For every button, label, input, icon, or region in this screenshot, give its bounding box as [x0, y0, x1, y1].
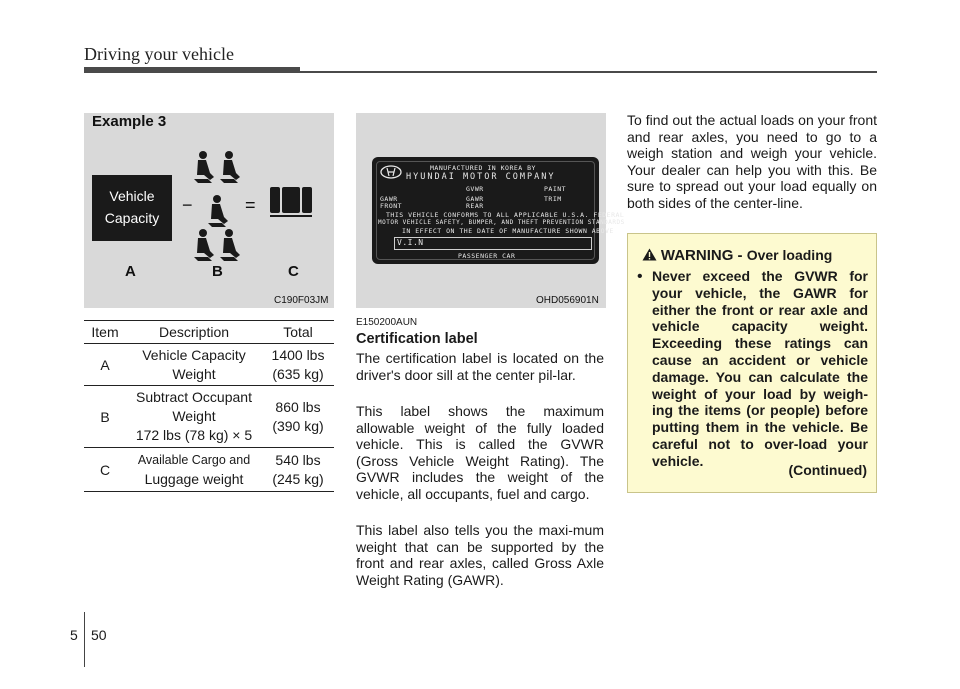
- total-line: (245 kg): [272, 470, 324, 487]
- table-row: [84, 386, 334, 448]
- table-row: [84, 448, 334, 492]
- seat-occupant-icon: [192, 227, 244, 263]
- warning-text: Never exceed the GVWR for your vehicle, the GAWR for either the front or rear axle and vehicle capacity weight. Exceeding these ratings can cause an accident or vehicle damage. You can calculate the weight of your load by weigh-ing the items (or people) before putting them in the vehicle. Be careful not to over-load your vehicle.: [652, 268, 868, 469]
- section-code: E150200AUN: [356, 317, 418, 328]
- cell-item: A: [84, 344, 126, 386]
- label-b: B: [212, 263, 223, 280]
- total-line: 540 lbs: [275, 451, 321, 468]
- warning-bullet: •: [637, 268, 643, 285]
- warning-heading: [642, 247, 832, 264]
- plate-manufactured: MANUFACTURED IN KOREA BY: [430, 164, 536, 172]
- plate-rear: REAR: [466, 202, 484, 210]
- cell-description: [126, 344, 262, 386]
- paragraph: This label also tells you the maxi-mum weight that can be supported by the front and rear axles, called Gross Axle Weight Rating (GAWR).: [356, 522, 604, 588]
- cell-description: [126, 386, 262, 448]
- figure-code: C190F03JM: [274, 295, 329, 306]
- header-rule-thin: [300, 71, 877, 73]
- desc-line: Luggage weight: [144, 470, 244, 487]
- capacity-table: [84, 320, 334, 492]
- total-line: (390 kg): [272, 417, 324, 434]
- table-header-row: [84, 321, 334, 344]
- paragraph: To find out the actual loads on your front and rear axles, you need to go to a weigh station and weigh your vehicle. Your dealer can help you with this. Be sure to spread out your load equally on both sides of the center-line.: [627, 112, 877, 211]
- desc-line: Weight: [172, 365, 216, 382]
- figure-title: Example 3: [92, 113, 167, 130]
- col-header-total: Total: [262, 321, 334, 344]
- page-header-title: Driving your vehicle: [84, 44, 234, 64]
- cargo-icon: [268, 185, 314, 221]
- vehicle-capacity-label-2: Capacity: [104, 210, 160, 226]
- table-row: [84, 344, 334, 386]
- section-number: 5: [70, 627, 78, 643]
- example-figure: [84, 113, 334, 308]
- plate-vin: V.I.N: [397, 238, 424, 247]
- plate-gawr: GAWR: [380, 195, 398, 203]
- col-header-item: Item: [84, 321, 126, 344]
- seat-occupant-icon: [192, 149, 244, 185]
- certification-label-figure: [356, 113, 625, 308]
- paragraph: The certification label is located on the driver's door sill at the center pil-lar.: [356, 350, 604, 383]
- vehicle-capacity-box: [92, 175, 172, 241]
- total-line: 860 lbs: [275, 398, 321, 415]
- vin-box: [394, 237, 592, 250]
- warning-label: WARNING -: [660, 247, 747, 264]
- total-line: (635 kg): [272, 365, 324, 382]
- total-line: 1400 lbs: [271, 346, 325, 363]
- figure-code: OHD056901N: [536, 295, 599, 306]
- header-rule-thick: [84, 67, 300, 73]
- footer-rule: [84, 612, 85, 667]
- equals-sign: =: [245, 195, 256, 215]
- minus-sign: −: [182, 195, 193, 215]
- certification-plate: [372, 157, 625, 264]
- plate-conform-2: MOTOR VEHICLE SAFETY, BUMPER, AND THEFT PREVENTION STANDARDS: [378, 219, 625, 226]
- cell-item: C: [84, 448, 126, 492]
- section-title: Certification label: [356, 331, 478, 347]
- warning-subject: Over loading: [746, 247, 833, 263]
- page-number: 50: [91, 627, 107, 643]
- label-c: C: [288, 263, 299, 280]
- cell-total: [262, 344, 334, 386]
- hyundai-logo-icon: [380, 165, 402, 179]
- desc-line: Subtract Occupant: [136, 389, 252, 405]
- paragraph: This label shows the maximum allowable weight of the fully loaded vehicle. This is called the GVWR (Gross Vehicle Weight Rating). The GVWR includes the weight of the vehicle, all occupants, fuel and cargo.: [356, 403, 604, 502]
- desc-line: 172 lbs (78 kg) × 5: [135, 427, 253, 443]
- cell-total: [262, 386, 334, 448]
- col-header-description: Description: [126, 321, 262, 344]
- plate-conform-3: IN EFFECT ON THE DATE OF MANUFACTURE SHOWN ABOVE: [402, 227, 614, 235]
- plate-gvwr: GVWR: [466, 185, 484, 193]
- plate-front: FRONT: [380, 202, 403, 210]
- plate-conform-1: THIS VEHICLE CONFORMS TO ALL APPLICABLE U.S.A. FEDERAL: [386, 211, 625, 219]
- desc-line: Weight: [172, 408, 216, 424]
- plate-gawr-2: GAWR: [466, 195, 484, 203]
- warning-box: [627, 233, 877, 493]
- plate-trim: TRIM: [544, 195, 562, 203]
- desc-line: Available Cargo and: [137, 452, 251, 467]
- cell-total: [262, 448, 334, 492]
- seat-occupant-icon: [206, 193, 232, 229]
- cell-item: B: [84, 386, 126, 448]
- cell-description: [126, 448, 262, 492]
- warning-triangle-icon: [642, 248, 657, 261]
- plate-paint: PAINT: [544, 185, 567, 193]
- plate-passenger: PASSENGER CAR: [458, 252, 516, 260]
- label-a: A: [125, 263, 136, 280]
- vehicle-capacity-label-1: Vehicle: [109, 188, 155, 204]
- desc-line: Vehicle Capacity: [142, 346, 246, 363]
- warning-continued: (Continued): [788, 462, 867, 478]
- plate-company: HYUNDAI MOTOR COMPANY: [406, 172, 556, 182]
